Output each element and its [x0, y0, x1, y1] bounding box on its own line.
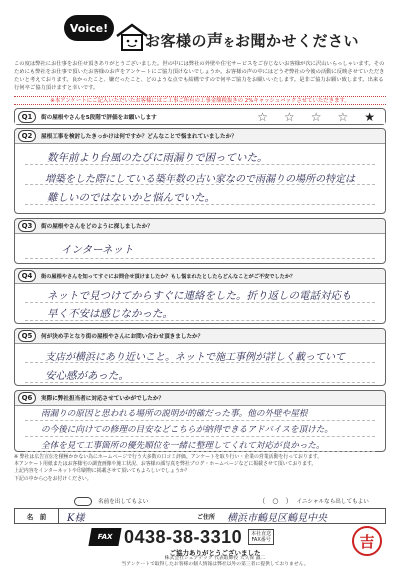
answer-line: ネットで見つけてからすぐに連絡をした。折り返しの電話対応も — [47, 290, 352, 302]
address-label: ご住所 — [196, 513, 215, 521]
star-icon[interactable]: ☆ — [310, 109, 322, 124]
option-circle-initial[interactable]: （ ○ ） — [258, 497, 293, 505]
answer-line: 数年前より台風のたびに雨漏りで困っていた。 — [47, 152, 268, 164]
answer-line: インターネット — [61, 244, 134, 256]
voice-badge: Voice! — [64, 15, 114, 41]
question-number: Q3 — [18, 220, 36, 232]
question-1 — [14, 108, 386, 125]
question-6 — [14, 390, 386, 452]
company-info: 株式会社シェアテック 代表取締役 大久保 誠二 当アンケートで取得したお客様の個人情報は弊社以外の第三者に提供しておりません。 — [121, 556, 309, 566]
fax-info — [90, 526, 340, 548]
star-icon[interactable]: ☆ — [257, 109, 268, 124]
house-icon — [115, 22, 149, 52]
question-number: Q2 — [18, 130, 36, 142]
answer-line: 増築をした際にしている築年数の古い家なので雨漏りの場所の特定は — [45, 174, 355, 185]
fax-direct-label: 本社直送 FAX番号 — [248, 529, 274, 545]
fax-badge: FAX — [88, 528, 121, 546]
star-filled-icon[interactable]: ★ — [364, 109, 375, 124]
answer-line: 雨漏りの原因と思われる場所の説明が的確だった事。他の外壁や屋根 — [41, 409, 308, 419]
star-icon[interactable]: ☆ — [337, 109, 349, 124]
answer-line: の今後に向けての修理の目安などこちらが納得できるアドバイスを頂けた。 — [41, 425, 333, 435]
address-field[interactable]: 横浜市鶴見区鶴見中央 — [227, 512, 327, 524]
question-5 — [14, 328, 386, 386]
question-3 — [14, 218, 386, 264]
question-number: Q4 — [18, 270, 36, 282]
cashback-notice: ※本アンケートにご記入いただいたお客様にはご工事ご所有の工事金額税抜きの 2%キャッシュバックさせていただきます。 — [14, 96, 386, 105]
option-name-label: 名前を出してもよい — [98, 499, 149, 505]
survey-header — [0, 0, 400, 60]
answer-line: 全体を見て工事箇所の優先順位を一緒に整理してくれて対応が良かった。 — [41, 441, 325, 451]
option-circle-name[interactable] — [74, 497, 92, 506]
question-4 — [14, 268, 386, 324]
rating-stars[interactable] — [257, 109, 375, 124]
thanks-text: ご協力ありがとうございました — [169, 549, 261, 557]
customer-info-row — [14, 508, 386, 524]
name-publication-options — [14, 496, 386, 506]
question-2 — [14, 128, 386, 214]
answer-line: 支店が横浜にあり近いこと。ネットで施工事例が詳しく載っていて — [45, 352, 345, 363]
name-label: 名 前 — [15, 509, 59, 523]
star-icon[interactable]: ☆ — [283, 109, 295, 124]
question-number: Q6 — [18, 392, 36, 404]
company-seal-icon: 吉 — [352, 526, 382, 556]
answer-line: 早く不安は感じなかった。 — [47, 308, 173, 320]
intro-text: この度は弊社にお仕事をお任せ頂きありがとうございました。世の中には弊社の外壁や住宅サービスをご存じないお客様が次に沢山いらっしゃいます。そのためにも弊社をお仕事で頂いたお客様のお声をアンケートにご協力頂けないでしょうか。お客様の声の中にはどうぞ弊社の今後の活動に反映させていただきたいと考えております。良かったこと、嫌だったこと、どのような点でも結構ですので何卒ご協力をお願いいたします。是非ご協力お願い致します。出来る行何卒ご協力頂けますと幸いです。 — [14, 61, 385, 91]
answer-line: 安心感があった。 — [45, 370, 129, 382]
publication-notice: ※ 弊社は広告宣伝を積極かかない為にホームページで行う大多数の口コミ評価。アンケートを取り行い・企業の営業活動を行っております。 本アンケート用紙またはお客様宅の調査画像や施工状況、お客様の顔写真を弊社ブログ・ホームページなどに掲載させて頂いております。 上記内容をインターネットや印刷物に掲載させて頂いてもよろしいでしょうか？ 下記の中から○をお付けください。 — [14, 454, 323, 482]
question-text: 街の屋根やさんを5段階で評価をお願いします — [41, 114, 157, 121]
answer-line: 難しいのではないかと悩んでいた。 — [47, 192, 215, 204]
fax-number: 0438-38-3310 — [124, 526, 243, 547]
question-text: 街の屋根やさんを知ってすぐにお問合せ頂けましたか？もし悩まれたとしたらどんなことがご不安でしたか？ — [41, 273, 296, 280]
question-text: 何が決め手となり街の屋根やさんにお問い合わせ頂きましたか？ — [41, 334, 204, 340]
question-text: 実際に弊社担当者に対応させていかがでしたか？ — [41, 396, 165, 402]
question-text: 屋根工事を検討したきっかけは何ですか？どんなことで悩まれていましたか？ — [41, 134, 237, 140]
question-number: Q1 — [18, 111, 36, 123]
name-field[interactable]: K様 — [67, 512, 85, 524]
question-number: Q5 — [18, 330, 36, 342]
question-text: 街の屋根やさんをどのように探しましたか？ — [41, 224, 153, 230]
option-initial-label: イニシャルなら出してもよい — [296, 499, 369, 505]
page-title: お客様の声をお聞かせください — [145, 31, 360, 50]
